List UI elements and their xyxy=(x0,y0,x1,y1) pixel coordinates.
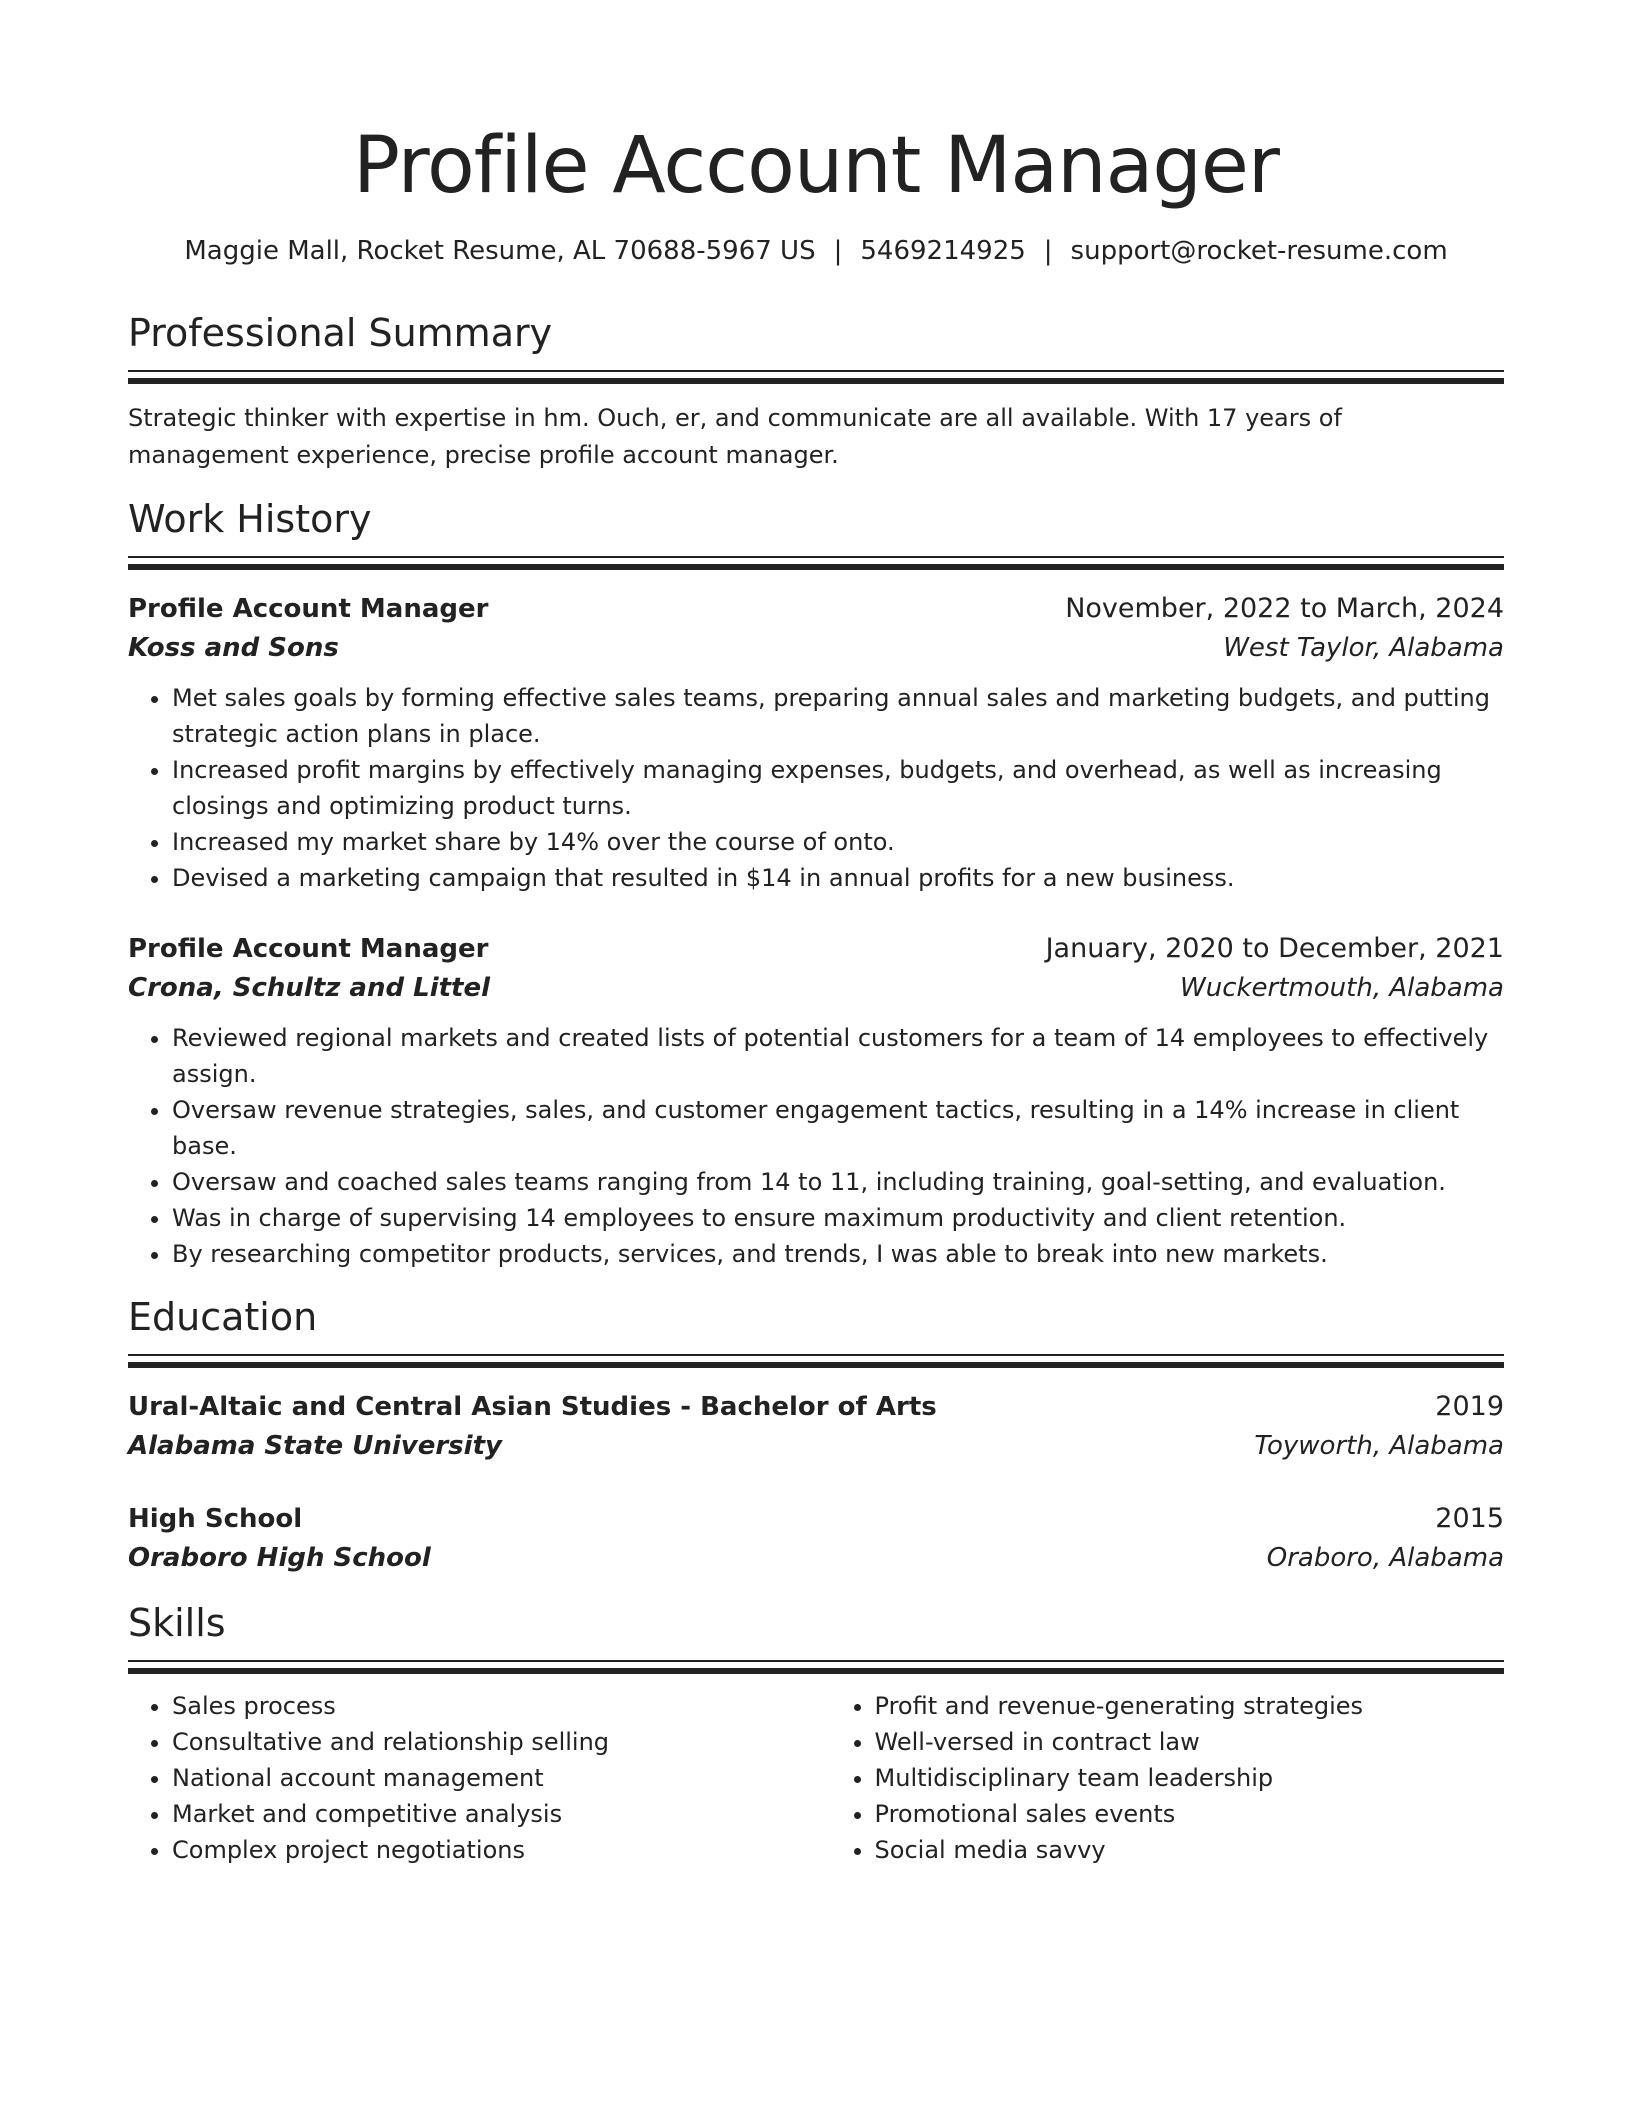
skills-list-right xyxy=(831,1688,1504,1868)
skill-item: • Promotional sales events xyxy=(875,1796,1504,1832)
skill-item: • Sales process xyxy=(172,1688,831,1724)
job-bullet: • Oversaw and coached sales teams ranging from 14 to 11, including training, goal-setting, and evaluation. xyxy=(172,1164,1504,1200)
skill-item: • Social media savvy xyxy=(875,1832,1504,1868)
education-entry xyxy=(128,1500,1504,1578)
education-year: 2015 xyxy=(1435,1503,1504,1534)
job-bullets xyxy=(128,1020,1504,1272)
education-school: Oraboro High School xyxy=(128,1543,431,1573)
section-divider xyxy=(128,556,1504,570)
skills-list-left xyxy=(128,1688,831,1868)
job-bullet: • Was in charge of supervising 14 employees to ensure maximum productivity and client retention. xyxy=(172,1200,1504,1236)
job-bullet: • Met sales goals by forming effective sales teams, preparing annual sales and marketing budgets, and putting strategic action plans in place. xyxy=(172,680,1504,752)
skill-item: • Well-versed in contract law xyxy=(875,1724,1504,1760)
section-divider xyxy=(128,370,1504,384)
job-dates: November, 2022 to March, 2024 xyxy=(1065,593,1504,624)
contact-phone: 5469214925 xyxy=(860,236,1026,266)
skill-item: • Multidisciplinary team leadership xyxy=(875,1760,1504,1796)
job-bullet: • Oversaw revenue strategies, sales, and customer engagement tactics, resulting in a 14% increase in client base. xyxy=(172,1092,1504,1164)
job-title: Profile Account Manager xyxy=(128,594,489,624)
education-school: Alabama State University xyxy=(128,1431,502,1461)
contact-address: Maggie Mall, Rocket Resume, AL 70688-5967 US xyxy=(184,236,816,266)
job-bullets xyxy=(128,680,1504,896)
resume-page xyxy=(128,0,1504,1868)
skill-item: • Consultative and relationship selling xyxy=(172,1724,831,1760)
job-dates: January, 2020 to December, 2021 xyxy=(1045,933,1504,964)
work-history-section xyxy=(128,496,1504,1272)
education-degree: Ural-Altaic and Central Asian Studies - Bachelor of Arts xyxy=(128,1392,937,1422)
contact-separator: | xyxy=(833,236,843,266)
job-bullet: • Increased my market share by 14% over the course of onto. xyxy=(172,824,1504,860)
education-entry xyxy=(128,1388,1504,1466)
job-entry xyxy=(128,930,1504,1272)
job-company: Crona, Schultz and Littel xyxy=(128,973,491,1003)
contact-line xyxy=(128,234,1504,268)
job-company: Koss and Sons xyxy=(128,633,339,663)
skill-item: • Market and competitive analysis xyxy=(172,1796,831,1832)
summary-text: Strategic thinker with expertise in hm. Ouch, er, and communicate are all available. With 17 years of management experience, precise profile account manager. xyxy=(128,404,1342,469)
job-bullet: • Increased profit margins by effectively managing expenses, budgets, and overhead, as well as increasing closings and optimizing product turns. xyxy=(172,752,1504,824)
summary-heading: Professional Summary xyxy=(128,311,553,355)
education-year: 2019 xyxy=(1435,1391,1504,1422)
job-bullet: • Reviewed regional markets and created lists of potential customers for a team of 14 employees to effectively assign. xyxy=(172,1020,1504,1092)
contact-email: support@rocket-resume.com xyxy=(1070,236,1448,266)
job-title: Profile Account Manager xyxy=(128,934,489,964)
skills-section xyxy=(128,1600,1504,1868)
job-bullet: • By researching competitor products, services, and trends, I was able to break into new markets. xyxy=(172,1236,1504,1272)
resume-name: Profile Account Manager xyxy=(353,121,1279,211)
job-bullet: • Devised a marketing campaign that resulted in $14 in annual profits for a new business. xyxy=(172,860,1504,896)
education-section xyxy=(128,1294,1504,1578)
skills-heading: Skills xyxy=(128,1601,226,1645)
education-degree: High School xyxy=(128,1504,303,1534)
education-location: Toyworth, Alabama xyxy=(1254,1431,1504,1461)
education-heading: Education xyxy=(128,1295,318,1339)
job-location: Wuckertmouth, Alabama xyxy=(1180,973,1504,1003)
education-location: Oraboro, Alabama xyxy=(1266,1543,1504,1573)
work-history-heading: Work History xyxy=(128,497,372,541)
skill-item: • National account management xyxy=(172,1760,831,1796)
skill-item: • Complex project negotiations xyxy=(172,1832,831,1868)
job-location: West Taylor, Alabama xyxy=(1223,633,1504,663)
job-entry xyxy=(128,590,1504,896)
contact-separator: | xyxy=(1043,236,1053,266)
section-divider xyxy=(128,1354,1504,1368)
summary-section xyxy=(128,310,1504,474)
skills-columns xyxy=(128,1688,1504,1868)
section-divider xyxy=(128,1660,1504,1674)
skill-item: • Profit and revenue-generating strategies xyxy=(875,1688,1504,1724)
